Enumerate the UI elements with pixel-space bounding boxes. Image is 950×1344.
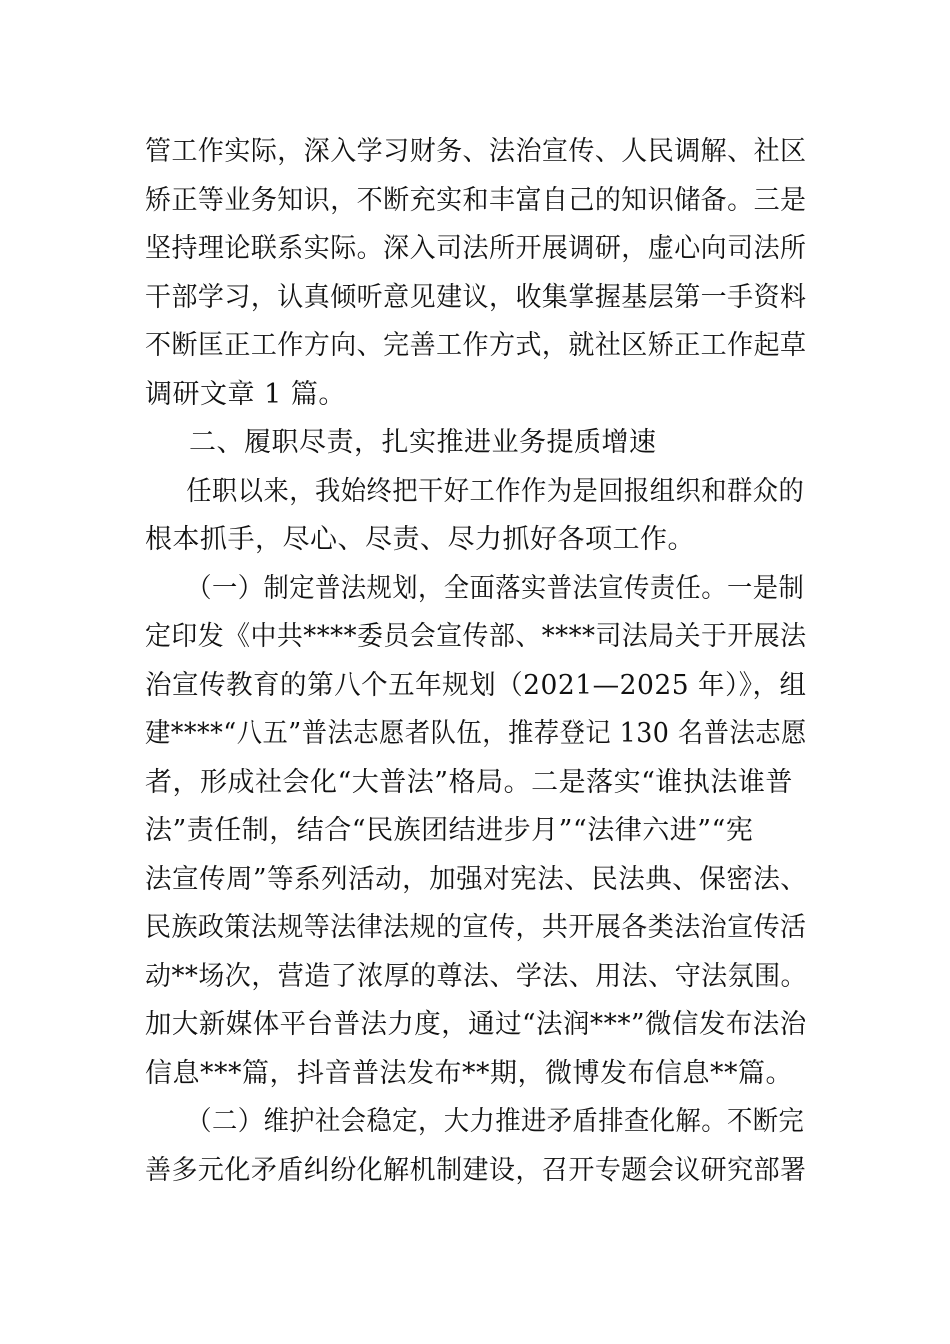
document-body (145, 128, 808, 1195)
text-line: 法”责任制，结合“民族团结进步月”“法律六进”“宪 (145, 815, 754, 846)
text-line: 根本抓手，尽心、尽责、尽力抓好各项工作。 (145, 524, 695, 555)
text-line: 管工作实际，深入学习财务、法治宣传、人民调解、社区 (145, 136, 807, 167)
text-line: 民族政策法规等法律法规的宣传，共开展各类法治宣传活 (145, 912, 807, 943)
section-heading: 二、履职尽责，扎实推进业务提质增速 (189, 427, 657, 458)
text-line: 调研文章 1 篇。 (145, 378, 346, 410)
text-line: 信息***篇，抖音普法发布**期，微博发布信息**篇。 (145, 1057, 793, 1089)
text-line: 加大新媒体平台普法力度，通过“法润***”微信发布法治 (145, 1009, 807, 1040)
text-line: 动**场次，营造了浓厚的尊法、学法、用法、守法氛围。 (145, 960, 807, 992)
text-line: 干部学习，认真倾听意见建议，收集掌握基层第一手资料 (145, 281, 807, 313)
text-line: 定印发《中共****委员会宣传部、****司法局关于开展法 (145, 621, 807, 652)
text-line: （二）维护社会稳定，大力推进矛盾排查化解。不断完 (186, 1106, 805, 1137)
text-line: 法宣传周”等系列活动，加强对宪法、民法典、保密法、 (145, 863, 808, 895)
text-line: 坚持理论联系实际。深入司法所开展调研，虚心向司法所 (145, 233, 807, 264)
text-line: 不断匡正工作方向、完善工作方式，就社区矫正工作起草 (145, 330, 807, 361)
text-line: 善多元化矛盾纠纷化解机制建设，召开专题会议研究部署 (145, 1154, 807, 1186)
text-line: 治宣传教育的第八个五年规划（2021—2025 年）》，组 (145, 669, 807, 701)
text-line: 矫正等业务知识，不断充实和丰富自己的知识储备。三是 (145, 184, 807, 216)
text-line: 者，形成社会化“大普法”格局。二是落实“谁执法谁普 (145, 766, 793, 798)
text-line: （一）制定普法规划，全面落实普法宣传责任。一是制 (186, 572, 805, 604)
text-line: 建****“八五”普法志愿者队伍，推荐登记 130 名普法志愿 (145, 718, 807, 749)
text-line: 任职以来，我始终把干好工作作为是回报组织和群众的 (186, 475, 805, 507)
